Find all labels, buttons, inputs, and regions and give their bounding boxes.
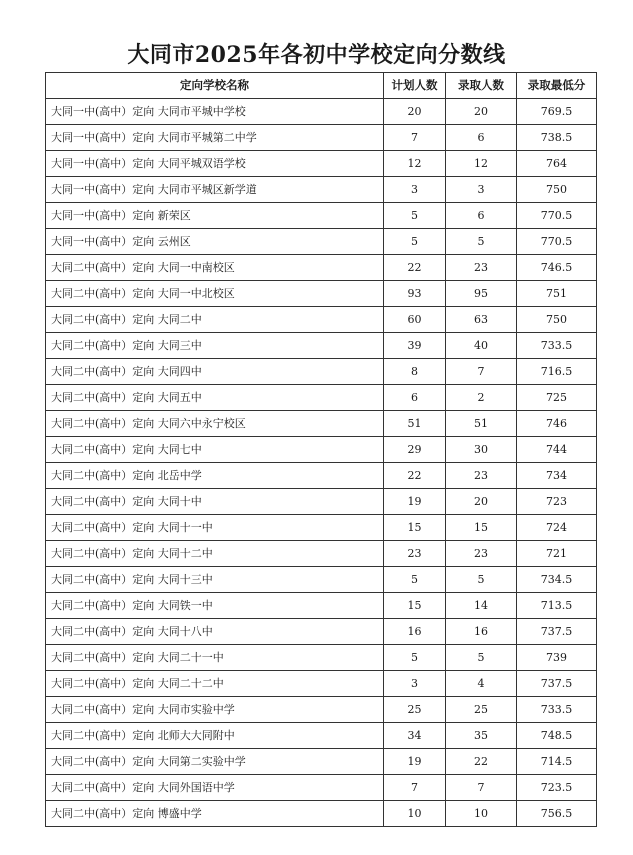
min-score-cell: 738.5 — [517, 125, 597, 151]
plan-count-cell: 60 — [384, 307, 446, 333]
school-name-cell: 大同二中(高中）定向 大同一中北校区 — [46, 281, 384, 307]
min-score-cell: 770.5 — [517, 229, 597, 255]
admitted-count-cell: 5 — [446, 645, 517, 671]
admitted-count-cell: 20 — [446, 99, 517, 125]
admitted-count-cell: 12 — [446, 151, 517, 177]
school-name-cell: 大同二中(高中）定向 大同三中 — [46, 333, 384, 359]
table-row — [46, 255, 597, 281]
min-score-cell: 769.5 — [517, 99, 597, 125]
min-score-cell: 723.5 — [517, 775, 597, 801]
admitted-count-cell: 51 — [446, 411, 517, 437]
header-plan-count: 计划人数 — [384, 73, 446, 99]
admitted-count-cell: 7 — [446, 775, 517, 801]
plan-count-cell: 15 — [384, 593, 446, 619]
table-row — [46, 697, 597, 723]
min-score-cell: 739 — [517, 645, 597, 671]
school-name-cell: 大同二中(高中）定向 大同十八中 — [46, 619, 384, 645]
plan-count-cell: 5 — [384, 645, 446, 671]
school-name-cell: 大同二中(高中）定向 北岳中学 — [46, 463, 384, 489]
plan-count-cell: 5 — [384, 229, 446, 255]
min-score-cell: 733.5 — [517, 697, 597, 723]
plan-count-cell: 29 — [384, 437, 446, 463]
table-row — [46, 489, 597, 515]
header-admitted-count: 录取人数 — [446, 73, 517, 99]
table-row — [46, 801, 597, 827]
admitted-count-cell: 7 — [446, 359, 517, 385]
min-score-cell: 746 — [517, 411, 597, 437]
admitted-count-cell: 16 — [446, 619, 517, 645]
plan-count-cell: 6 — [384, 385, 446, 411]
admitted-count-cell: 15 — [446, 515, 517, 541]
score-table — [45, 72, 597, 827]
table-row — [46, 99, 597, 125]
min-score-cell: 756.5 — [517, 801, 597, 827]
min-score-cell: 723 — [517, 489, 597, 515]
school-name-cell: 大同二中(高中）定向 大同第二实验中学 — [46, 749, 384, 775]
admitted-count-cell: 23 — [446, 541, 517, 567]
school-name-cell: 大同二中(高中）定向 大同铁一中 — [46, 593, 384, 619]
admitted-count-cell: 23 — [446, 255, 517, 281]
plan-count-cell: 34 — [384, 723, 446, 749]
plan-count-cell: 7 — [384, 775, 446, 801]
plan-count-cell: 25 — [384, 697, 446, 723]
plan-count-cell: 7 — [384, 125, 446, 151]
table-row — [46, 359, 597, 385]
school-name-cell: 大同一中(高中）定向 云州区 — [46, 229, 384, 255]
table-row — [46, 749, 597, 775]
school-name-cell: 大同二中(高中）定向 北师大大同附中 — [46, 723, 384, 749]
admitted-count-cell: 5 — [446, 229, 517, 255]
school-name-cell: 大同二中(高中）定向 大同一中南校区 — [46, 255, 384, 281]
table-row — [46, 229, 597, 255]
admitted-count-cell: 2 — [446, 385, 517, 411]
school-name-cell: 大同一中(高中）定向 大同市平城中学校 — [46, 99, 384, 125]
admitted-count-cell: 20 — [446, 489, 517, 515]
school-name-cell: 大同一中(高中）定向 大同平城双语学校 — [46, 151, 384, 177]
admitted-count-cell: 14 — [446, 593, 517, 619]
admitted-count-cell: 10 — [446, 801, 517, 827]
plan-count-cell: 3 — [384, 671, 446, 697]
school-name-cell: 大同二中(高中）定向 大同外国语中学 — [46, 775, 384, 801]
plan-count-cell: 16 — [384, 619, 446, 645]
school-name-cell: 大同二中(高中）定向 博盛中学 — [46, 801, 384, 827]
plan-count-cell: 15 — [384, 515, 446, 541]
table-row — [46, 619, 597, 645]
min-score-cell: 737.5 — [517, 619, 597, 645]
header-min-score: 录取最低分 — [517, 73, 597, 99]
table-body — [46, 99, 597, 827]
admitted-count-cell: 95 — [446, 281, 517, 307]
min-score-cell: 748.5 — [517, 723, 597, 749]
school-name-cell: 大同二中(高中）定向 大同四中 — [46, 359, 384, 385]
table-row — [46, 515, 597, 541]
min-score-cell: 750 — [517, 307, 597, 333]
plan-count-cell: 5 — [384, 567, 446, 593]
min-score-cell: 770.5 — [517, 203, 597, 229]
plan-count-cell: 19 — [384, 749, 446, 775]
plan-count-cell: 20 — [384, 99, 446, 125]
school-name-cell: 大同二中(高中）定向 大同二中 — [46, 307, 384, 333]
page-title: 大同市2025年各初中学校定向分数线 — [127, 42, 506, 68]
school-name-cell: 大同二中(高中）定向 大同市实验中学 — [46, 697, 384, 723]
table-row — [46, 671, 597, 697]
admitted-count-cell: 6 — [446, 125, 517, 151]
table-row — [46, 593, 597, 619]
school-name-cell: 大同二中(高中）定向 大同十中 — [46, 489, 384, 515]
school-name-cell: 大同二中(高中）定向 大同七中 — [46, 437, 384, 463]
school-name-cell: 大同二中(高中）定向 大同十二中 — [46, 541, 384, 567]
admitted-count-cell: 25 — [446, 697, 517, 723]
min-score-cell: 751 — [517, 281, 597, 307]
table-row — [46, 281, 597, 307]
school-name-cell: 大同二中(高中）定向 大同五中 — [46, 385, 384, 411]
admitted-count-cell: 40 — [446, 333, 517, 359]
header-school-name: 定向学校名称 — [46, 73, 384, 99]
plan-count-cell: 5 — [384, 203, 446, 229]
min-score-cell: 734.5 — [517, 567, 597, 593]
plan-count-cell: 23 — [384, 541, 446, 567]
plan-count-cell: 22 — [384, 463, 446, 489]
min-score-cell: 721 — [517, 541, 597, 567]
table-row — [46, 645, 597, 671]
table-row — [46, 203, 597, 229]
plan-count-cell: 51 — [384, 411, 446, 437]
table-row — [46, 307, 597, 333]
plan-count-cell: 39 — [384, 333, 446, 359]
min-score-cell: 737.5 — [517, 671, 597, 697]
min-score-cell: 764 — [517, 151, 597, 177]
plan-count-cell: 19 — [384, 489, 446, 515]
min-score-cell: 724 — [517, 515, 597, 541]
plan-count-cell: 12 — [384, 151, 446, 177]
admitted-count-cell: 3 — [446, 177, 517, 203]
min-score-cell: 744 — [517, 437, 597, 463]
plan-count-cell: 8 — [384, 359, 446, 385]
admitted-count-cell: 22 — [446, 749, 517, 775]
table-row — [46, 463, 597, 489]
min-score-cell: 733.5 — [517, 333, 597, 359]
table-row — [46, 723, 597, 749]
plan-count-cell: 22 — [384, 255, 446, 281]
min-score-cell: 734 — [517, 463, 597, 489]
table-row — [46, 177, 597, 203]
school-name-cell: 大同一中(高中）定向 大同市平城第二中学 — [46, 125, 384, 151]
school-name-cell: 大同一中(高中）定向 新荣区 — [46, 203, 384, 229]
school-name-cell: 大同二中(高中）定向 大同六中永宁校区 — [46, 411, 384, 437]
plan-count-cell: 93 — [384, 281, 446, 307]
school-name-cell: 大同二中(高中）定向 大同二十二中 — [46, 671, 384, 697]
admitted-count-cell: 35 — [446, 723, 517, 749]
admitted-count-cell: 63 — [446, 307, 517, 333]
min-score-cell: 716.5 — [517, 359, 597, 385]
admitted-count-cell: 5 — [446, 567, 517, 593]
table-row — [46, 125, 597, 151]
table-row — [46, 385, 597, 411]
min-score-cell: 725 — [517, 385, 597, 411]
school-name-cell: 大同二中(高中）定向 大同二十一中 — [46, 645, 384, 671]
plan-count-cell: 3 — [384, 177, 446, 203]
table-header-row — [46, 73, 597, 99]
school-name-cell: 大同二中(高中）定向 大同十三中 — [46, 567, 384, 593]
min-score-cell: 714.5 — [517, 749, 597, 775]
school-name-cell: 大同二中(高中）定向 大同十一中 — [46, 515, 384, 541]
table-row — [46, 541, 597, 567]
plan-count-cell: 10 — [384, 801, 446, 827]
admitted-count-cell: 30 — [446, 437, 517, 463]
admitted-count-cell: 6 — [446, 203, 517, 229]
admitted-count-cell: 23 — [446, 463, 517, 489]
table-row — [46, 437, 597, 463]
table-row — [46, 567, 597, 593]
min-score-cell: 713.5 — [517, 593, 597, 619]
table-row — [46, 333, 597, 359]
min-score-cell: 750 — [517, 177, 597, 203]
table-row — [46, 151, 597, 177]
min-score-cell: 746.5 — [517, 255, 597, 281]
admitted-count-cell: 4 — [446, 671, 517, 697]
school-name-cell: 大同一中(高中）定向 大同市平城区新学道 — [46, 177, 384, 203]
table-row — [46, 411, 597, 437]
table-row — [46, 775, 597, 801]
